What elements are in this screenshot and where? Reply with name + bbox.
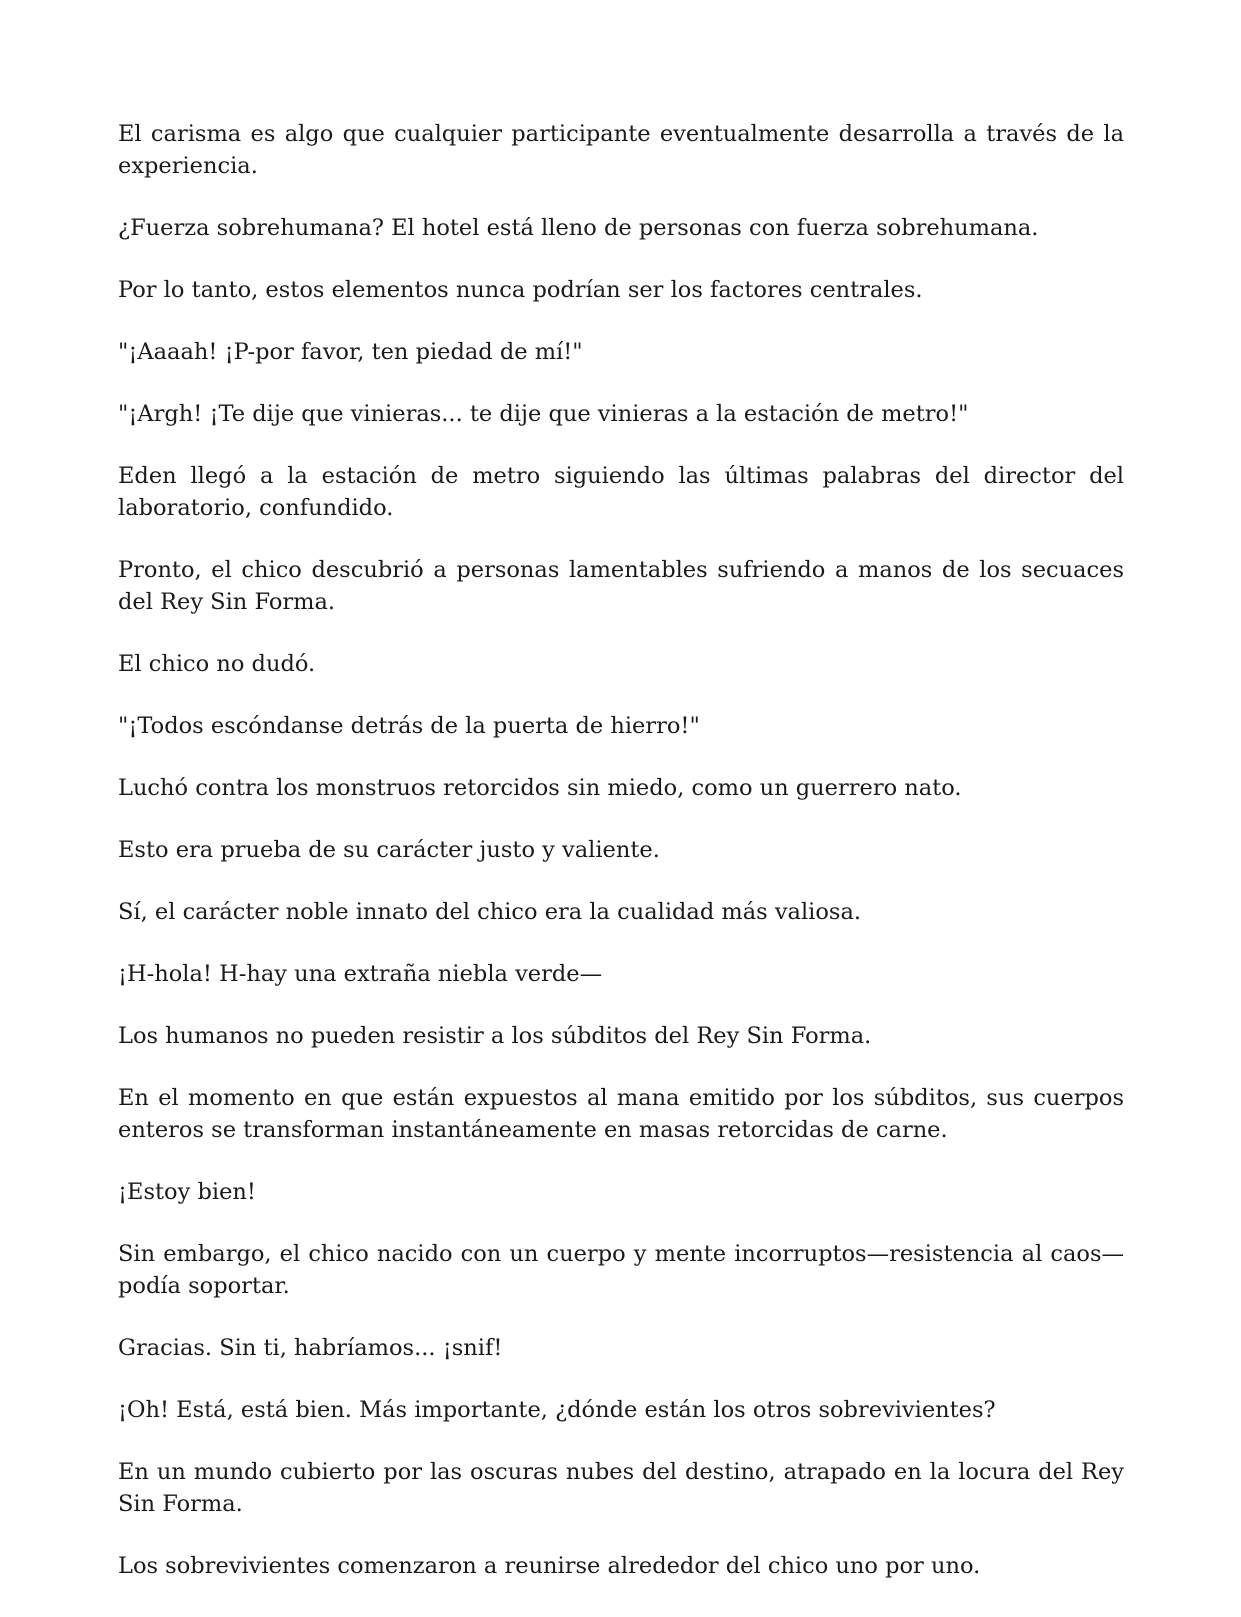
paragraph-21: Los sobrevivientes comenzaron a reunirse alrededor del chico uno por uno. <box>118 1553 981 1579</box>
paragraph-7: Pronto, el chico descubrió a personas lamentables sufriendo a manos de los secuaces del Rey Sin Forma. <box>118 557 1124 615</box>
paragraph-13: ¡H-hola! H-hay una extraña niebla verde— <box>118 961 603 987</box>
paragraph-1: El carisma es algo que cualquier participante eventualmente desarrolla a través de la experiencia. <box>118 121 1124 179</box>
paragraph-20: En un mundo cubierto por las oscuras nubes del destino, atrapado en la locura del Rey Sin Forma. <box>118 1459 1124 1517</box>
paragraph-18: Gracias. Sin ti, habríamos... ¡snif! <box>118 1335 503 1361</box>
paragraph-19: ¡Oh! Está, está bien. Más importante, ¿dónde están los otros sobrevivientes? <box>118 1397 996 1423</box>
paragraph-6: Eden llegó a la estación de metro siguiendo las últimas palabras del director del laboratorio, confundido. <box>118 463 1124 521</box>
paragraph-5: "¡Argh! ¡Te dije que vinieras... te dije que vinieras a la estación de metro!" <box>118 401 969 427</box>
document-body <box>118 118 1124 1582</box>
paragraph-16: ¡Estoy bien! <box>118 1179 256 1205</box>
paragraph-10: Luchó contra los monstruos retorcidos sin miedo, como un guerrero nato. <box>118 775 962 801</box>
paragraph-8: El chico no dudó. <box>118 651 316 677</box>
paragraph-3: Por lo tanto, estos elementos nunca podrían ser los factores centrales. <box>118 277 923 303</box>
paragraph-2: ¿Fuerza sobrehumana? El hotel está lleno de personas con fuerza sobrehumana. <box>118 215 1039 241</box>
paragraph-4: "¡Aaaah! ¡P-por favor, ten piedad de mí!" <box>118 339 583 365</box>
paragraph-11: Esto era prueba de su carácter justo y valiente. <box>118 837 660 863</box>
paragraph-9: "¡Todos escóndanse detrás de la puerta de hierro!" <box>118 713 700 739</box>
paragraph-12: Sí, el carácter noble innato del chico era la cualidad más valiosa. <box>118 899 862 925</box>
paragraph-17: Sin embargo, el chico nacido con un cuerpo y mente incorruptos—resistencia al caos—podía soportar. <box>118 1241 1124 1299</box>
paragraph-15: En el momento en que están expuestos al mana emitido por los súbditos, sus cuerpos enteros se transforman instantáneamente en masas retorcidas de carne. <box>118 1085 1124 1143</box>
paragraph-14: Los humanos no pueden resistir a los súbditos del Rey Sin Forma. <box>118 1023 872 1049</box>
